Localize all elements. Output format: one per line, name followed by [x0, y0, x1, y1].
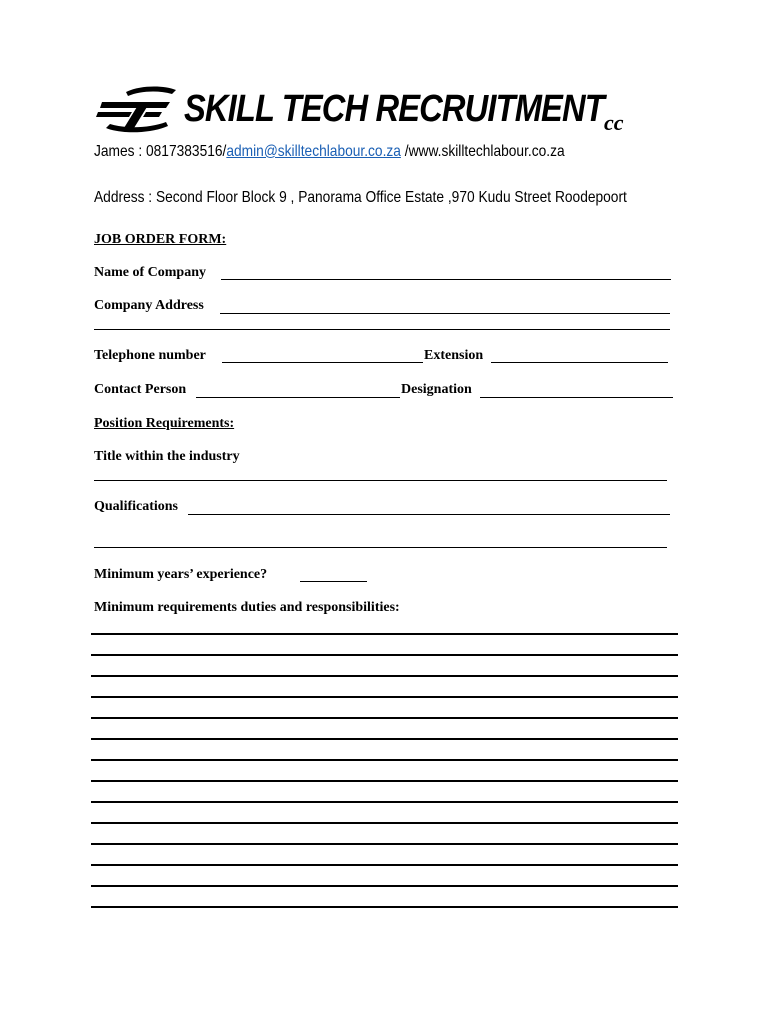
duties-line[interactable] [91, 675, 678, 677]
designation-label: Designation [401, 382, 472, 397]
company-address-field-2[interactable] [94, 329, 670, 330]
contact-line [94, 143, 565, 161]
duties-line[interactable] [91, 717, 678, 719]
minimum-requirements-label: Minimum requirements duties and responsibilities: [94, 600, 400, 615]
position-requirements-heading: Position Requirements: [94, 416, 235, 431]
duties-line[interactable] [91, 885, 678, 887]
contact-prefix: James : 0817383516/ [94, 143, 227, 160]
duties-line[interactable] [91, 696, 678, 698]
telephone-number-field[interactable] [222, 362, 423, 363]
company-logo-icon [96, 84, 178, 136]
minimum-years-experience-label: Minimum years’ experience? [94, 567, 268, 582]
qualifications-field[interactable] [188, 514, 670, 515]
contact-person-field[interactable] [196, 397, 400, 398]
extension-label: Extension [424, 348, 484, 363]
email-link[interactable]: admin@skilltechlabour.co.za [226, 143, 401, 160]
name-of-company-field[interactable] [221, 279, 671, 280]
name-of-company-label: Name of Company [94, 265, 206, 280]
form-title: JOB ORDER FORM: [94, 232, 227, 247]
company-suffix: cc [604, 110, 624, 135]
title-within-industry-field[interactable] [94, 480, 667, 481]
company-name: SKILL TECH RECRUITMENT [184, 88, 604, 130]
contact-person-label: Contact Person [94, 382, 187, 397]
duties-line[interactable] [91, 738, 678, 740]
duties-line[interactable] [91, 633, 678, 635]
duties-line[interactable] [91, 822, 678, 824]
company-address-field[interactable] [220, 313, 670, 314]
address-line: Address : Second Floor Block 9 , Panorama Office Estate ,970 Kudu Street Roodepoort [94, 189, 627, 206]
company-address-label: Company Address [94, 298, 204, 313]
title-within-industry-label: Title within the industry [94, 449, 240, 464]
extension-field[interactable] [491, 362, 668, 363]
duties-line[interactable] [91, 801, 678, 803]
duties-line[interactable] [91, 906, 678, 908]
qualifications-field-2[interactable] [94, 547, 667, 548]
duties-line[interactable] [91, 654, 678, 656]
qualifications-label: Qualifications [94, 499, 179, 514]
duties-line[interactable] [91, 864, 678, 866]
duties-line[interactable] [91, 843, 678, 845]
telephone-number-label: Telephone number [94, 348, 206, 363]
minimum-years-experience-field[interactable] [300, 581, 367, 582]
website-text: /www.skilltechlabour.co.za [400, 143, 565, 160]
duties-line[interactable] [91, 759, 678, 761]
duties-line[interactable] [91, 780, 678, 782]
designation-field[interactable] [480, 397, 673, 398]
